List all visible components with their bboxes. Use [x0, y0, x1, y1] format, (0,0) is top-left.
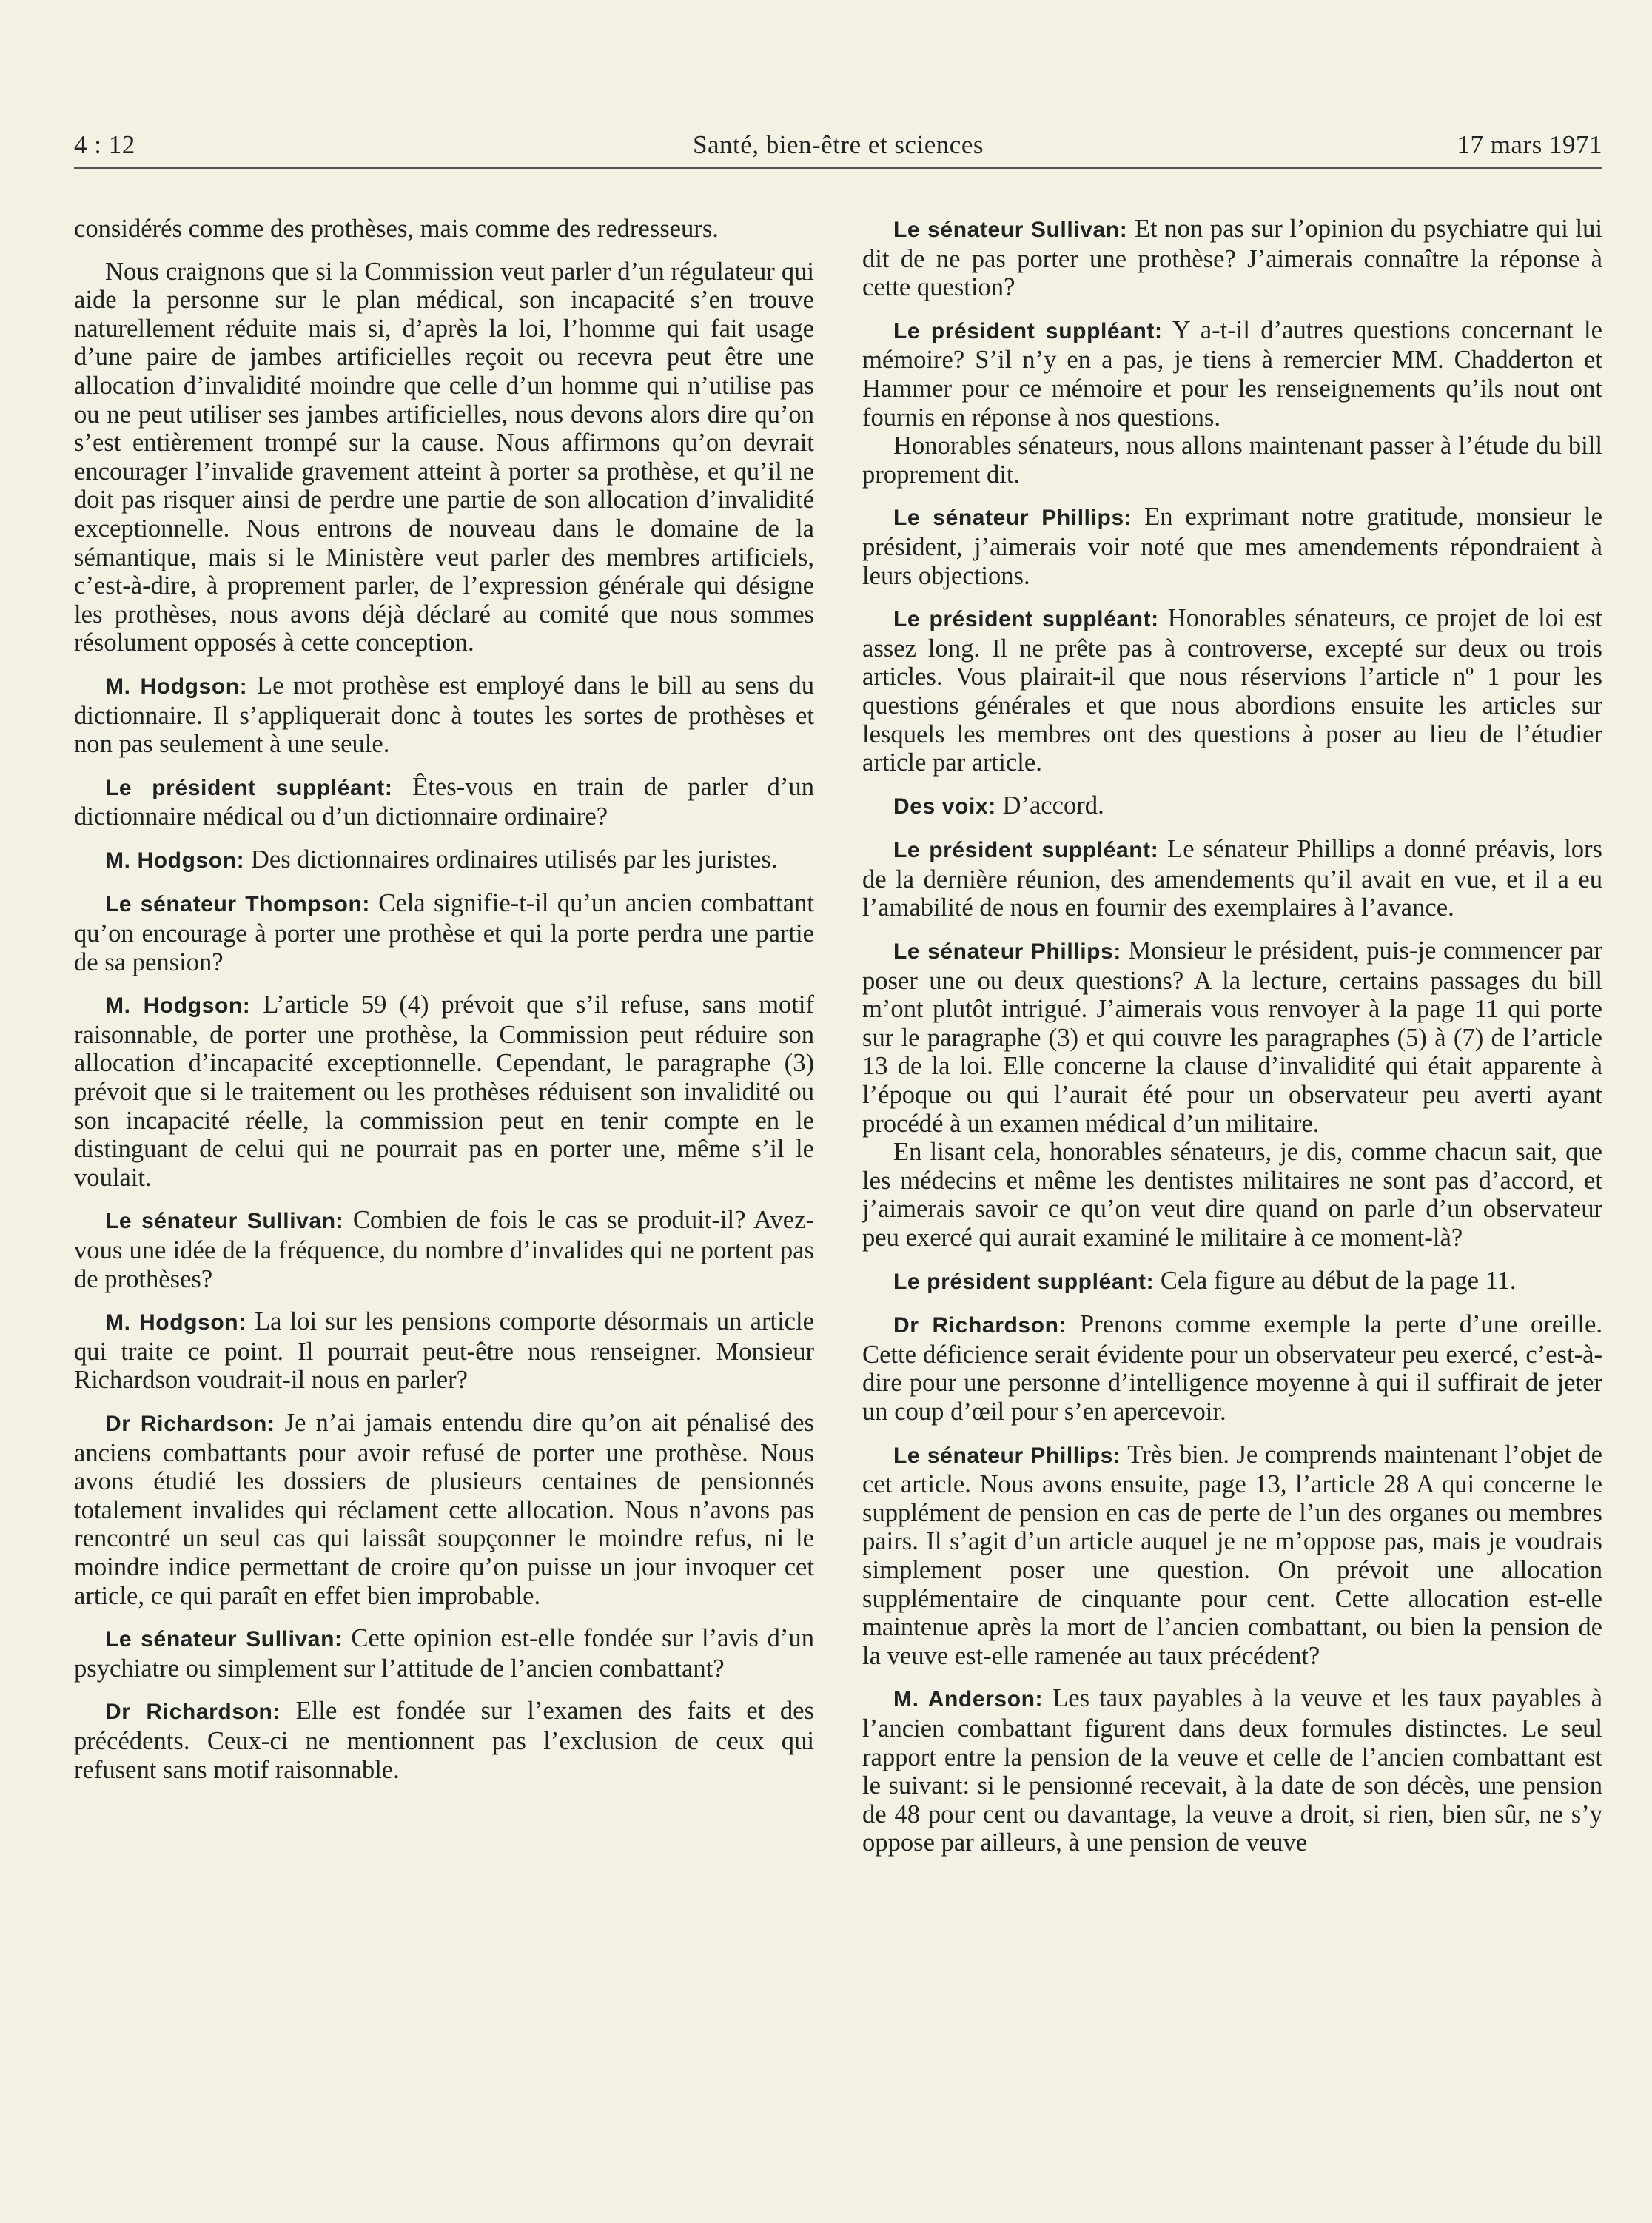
speaker-name: M. Hodgson:: [105, 1310, 246, 1335]
speech-text: Honorables sénateurs, nous allons maintenant passer à l’étude du bill proprement dit.: [862, 432, 1602, 489]
speech-text: D’accord.: [1002, 791, 1104, 819]
speech-paragraph: [862, 1441, 1602, 1671]
speech-text: Des dictionnaires ordinaires utilisés par les juristes.: [250, 845, 778, 874]
speech-paragraph: [74, 1409, 814, 1610]
speech-paragraph: [74, 671, 814, 759]
speech-text: Très bien. Je comprends maintenant l’objet de cet article. Nous avons ensuite, page 13, l’article 28 A qui concerne le supplément de pension en cas de perte de l’un des organes ou membres pairs. Il s’agit d’un article auquel je ne m’oppose pas, mais je voudrais simplement poser une question. On prévoit une allocation supplémentaire de cinquante pour cent. Cette allocation est-elle maintenue après la mort de l’ancien combattant, ou bien la pension de la veuve est-elle ramenée au taux précédent?: [862, 1440, 1602, 1670]
speaker-name: Le sénateur Sullivan:: [105, 1627, 343, 1652]
speech-text: Le sénateur Phillips a donné préavis, lors de la dernière réunion, des amendements qu’il avait en vue, et il a eu l’amabilité de nous en fournir des exemplaires à l’avance.: [862, 835, 1602, 922]
speaker-name: M. Hodgson:: [105, 674, 248, 699]
paragraph: [74, 258, 814, 657]
speech-text: Y a-t-il d’autres questions concernant le mémoire? S’il n’y en a pas, je tiens à remercier MM. Chadderton et Hammer pour ce mémoire et pour les renseignements qu’ils nout ont fournis en réponse à nos questions.: [862, 315, 1602, 432]
speech-paragraph: [862, 791, 1602, 822]
speaker-name: Le président suppléant:: [893, 838, 1159, 863]
speech-paragraph: [74, 889, 814, 976]
speaker-name: Le président suppléant:: [893, 318, 1163, 343]
speech-text: considérés comme des prothèses, mais comme des redresseurs.: [74, 215, 719, 243]
publication-date: 17 mars 1971: [1457, 130, 1602, 159]
speech-text: L’article 59 (4) prévoit que s’il refuse, sans motif raisonnable, de porter une prothèse, la Commission peut réduire son allocation d’incapacité exceptionnelle. Cependant, le paragraphe (3) prévoit que si le traitement ou les prothèses réduisent son invalidité ou son incapacité réelle, la commission peut en tenir compte en le distinguant de celui qui ne pourrait pas en porter une, même s’il le voulait.: [74, 990, 814, 1192]
speech-text: Combien de fois le cas se produit-il? Avez-vous une idée de la fréquence, du nombre d’invalides qui ne portent pas de prothèses?: [74, 1206, 814, 1293]
speaker-name: M. Hodgson:: [105, 848, 245, 873]
left-column: [74, 215, 814, 1798]
speech-text: Et non pas sur l’opinion du psychiatre qui lui dit de ne pas porter une prothèse? J’aimerais connaître la réponse à cette question?: [862, 215, 1602, 302]
speech-paragraph: [74, 1307, 814, 1395]
speaker-name: Le sénateur Phillips:: [893, 1443, 1121, 1468]
speaker-name: Le sénateur Sullivan:: [105, 1209, 344, 1234]
speech-paragraph: [862, 835, 1602, 922]
speech-text: Les taux payables à la veuve et les taux payables à l’ancien combattant figurent dans deux formules distinctes. Le seul rapport entre la pension de la veuve et celle de l’ancien combattant est le suivant: si le pensionné recevait, à la date de son décès, une pension de 48 pour cent ou davantage, la veuve a droit, si rien, bien sûr, ne s’y oppose par ailleurs, à une pension de veuve: [862, 1684, 1602, 1857]
speaker-name: Le sénateur Phillips:: [893, 506, 1132, 531]
speech-paragraph: [74, 1624, 814, 1683]
speech-text: La loi sur les pensions comporte désormais un article qui traite ce point. Il pourrait peut-être nous renseigner. Monsieur Richardson voudrait-il nous en parler?: [74, 1307, 814, 1395]
speech-paragraph: [862, 316, 1602, 432]
speaker-name: Dr Richardson:: [893, 1313, 1067, 1338]
speech-text: Cela signifie-t-il qu’un ancien combattant qu’on encourage à porter une prothèse et qui la porte perdra une partie de sa pension?: [74, 889, 814, 976]
speech-text: En lisant cela, honorables sénateurs, je dis, comme chacun sait, que les médecins et même les dentistes militaires ne sont pas d’accord, et j’aimerais savoir ce qu’on veut dire quand on parle d’un observateur peu exercé qui aurait examiné le militaire à ce moment-là?: [862, 1138, 1602, 1252]
speaker-name: M. Anderson:: [893, 1687, 1044, 1712]
speech-paragraph: [74, 773, 814, 831]
speech-text: Êtes-vous en train de parler d’un dictionnaire médical ou d’un dictionnaire ordinaire?: [74, 772, 814, 831]
speaker-name: Le président suppléant:: [893, 607, 1159, 632]
speech-paragraph: [862, 215, 1602, 302]
speech-text: Je n’ai jamais entendu dire qu’on ait pénalisé des anciens combattants pour avoir refusé de porter une prothèse. Nous avons étudié les dossiers de plusieurs centaines de pensionnés totalement invalides qui réclament cette allocation. Nous n’avons pas rencontré un seul cas qui laissât soupçonner le moindre refus, ni le moindre indice permettant de croire qu’on puisse un jour invoquer cet article, ce qui paraît en effet bien improbable.: [74, 1408, 814, 1610]
speaker-name: Le sénateur Phillips:: [893, 939, 1121, 965]
page-header: [74, 124, 1602, 169]
speech-paragraph: [74, 845, 814, 876]
speech-paragraph: [862, 604, 1602, 777]
speech-paragraph: [862, 1310, 1602, 1426]
speaker-name: Le sénateur Thompson:: [105, 892, 370, 917]
right-column: [862, 215, 1602, 1871]
speech-text: Cela figure au début de la page 11.: [1160, 1266, 1517, 1295]
speech-paragraph: [74, 1206, 814, 1293]
paragraph: [862, 1138, 1602, 1252]
speech-paragraph: [74, 1697, 814, 1784]
speaker-name: Le président suppléant:: [105, 775, 393, 800]
speaker-name: Dr Richardson:: [105, 1700, 281, 1725]
speaker-name: M. Hodgson:: [105, 993, 251, 1019]
speech-text: Le mot prothèse est employé dans le bill au sens du dictionnaire. Il s’appliquerait donc à toutes les sortes de prothèses et non pas seulement à une seule.: [74, 671, 814, 759]
page-number: 4 : 12: [74, 130, 135, 159]
paragraph: [74, 215, 814, 244]
speaker-name: Dr Richardson:: [105, 1411, 275, 1436]
speech-text: Cette opinion est-elle fondée sur l’avis d’un psychiatre ou simplement sur l’attitude de l’ancien combattant?: [74, 1624, 815, 1683]
paragraph: [862, 432, 1602, 489]
speaker-name: Des voix:: [893, 794, 996, 819]
speech-paragraph: [862, 936, 1602, 1138]
speech-text: Elle est fondée sur l’examen des faits et des précédents. Ceux-ci ne mentionnent pas l’exclusion de ceux qui refusent sans motif raisonnable.: [74, 1697, 814, 1784]
speech-paragraph: [74, 990, 814, 1192]
speech-text: Prenons comme exemple la perte d’une oreille. Cette déficience serait évidente pour un observateur peu exercé, c’est-à-dire pour une personne d’intelligence moyenne à qui il suffirait de jeter un coup d’œil pour s’en apercevoir.: [862, 1310, 1602, 1426]
speaker-name: Le président suppléant:: [893, 1269, 1155, 1294]
speaker-name: Le sénateur Sullivan:: [893, 218, 1128, 242]
speech-paragraph: [862, 503, 1602, 590]
speech-text: En exprimant notre gratitude, monsieur le président, j’aimerais voir noté que mes amendements répondraient à leurs objections.: [862, 503, 1602, 590]
speech-text: Honorables sénateurs, ce projet de loi est assez long. Il ne prête pas à controverse, excepté sur deux ou trois articles. Vous plairait-il que nous réservions l’article nº 1 pour les questions générales et que nous abordions ensuite les articles sur lesquels les membres ont des questions à poser au lieu de l’étudier article par article.: [862, 604, 1602, 777]
header-divider: [74, 167, 1602, 169]
speech-paragraph: [862, 1684, 1602, 1857]
speech-text: Monsieur le président, puis-je commencer par poser une ou deux questions? A la lecture, certains passages du bill m’ont plutôt intrigué. J’aimerais vous renvoyer à la page 11 qui porte sur le paragraphe (3) et qui couvre les paragraphes (5) à (7) de l’article 13 de la loi. Elle concerne la clause d’invalidité qui était apparente à l’époque ou qui l’aurait été pour un observateur peu averti ayant procédé à un examen médical d’un militaire.: [862, 936, 1602, 1138]
speech-text: Nous craignons que si la Commission veut parler d’un régulateur qui aide la personne sur le plan médical, son incapacité s’en trouve naturellement réduite mais si, d’après la loi, l’homme qui fait usage d’une paire de jambes artificielles reçoit ou recevra peut être une allocation d’invalidité moindre que celle d’un homme qui n’utilise pas ou ne peut utiliser ses jambes artificielles, nous devons alors dire qu’on s’est entièrement trompé sur la cause. Nous affirmons qu’on devrait encourager l’invalide gravement atteint à porter sa prothèse, et qu’il ne doit pas risquer ainsi de perdre une partie de son allocation d’invalidité exceptionnelle. Nous entrons de nouveau dans le domaine de la sémantique, mais si le Ministère veut parler des membres artificiels, c’est-à-dire, à proprement parler, de l’expression générale qui désigne les prothèses, nous avons déjà déclaré au comité que nous sommes résolument opposés à cette conception.: [74, 257, 814, 657]
publication-title: Santé, bien-être et sciences: [693, 130, 984, 159]
speech-paragraph: [862, 1267, 1602, 1297]
